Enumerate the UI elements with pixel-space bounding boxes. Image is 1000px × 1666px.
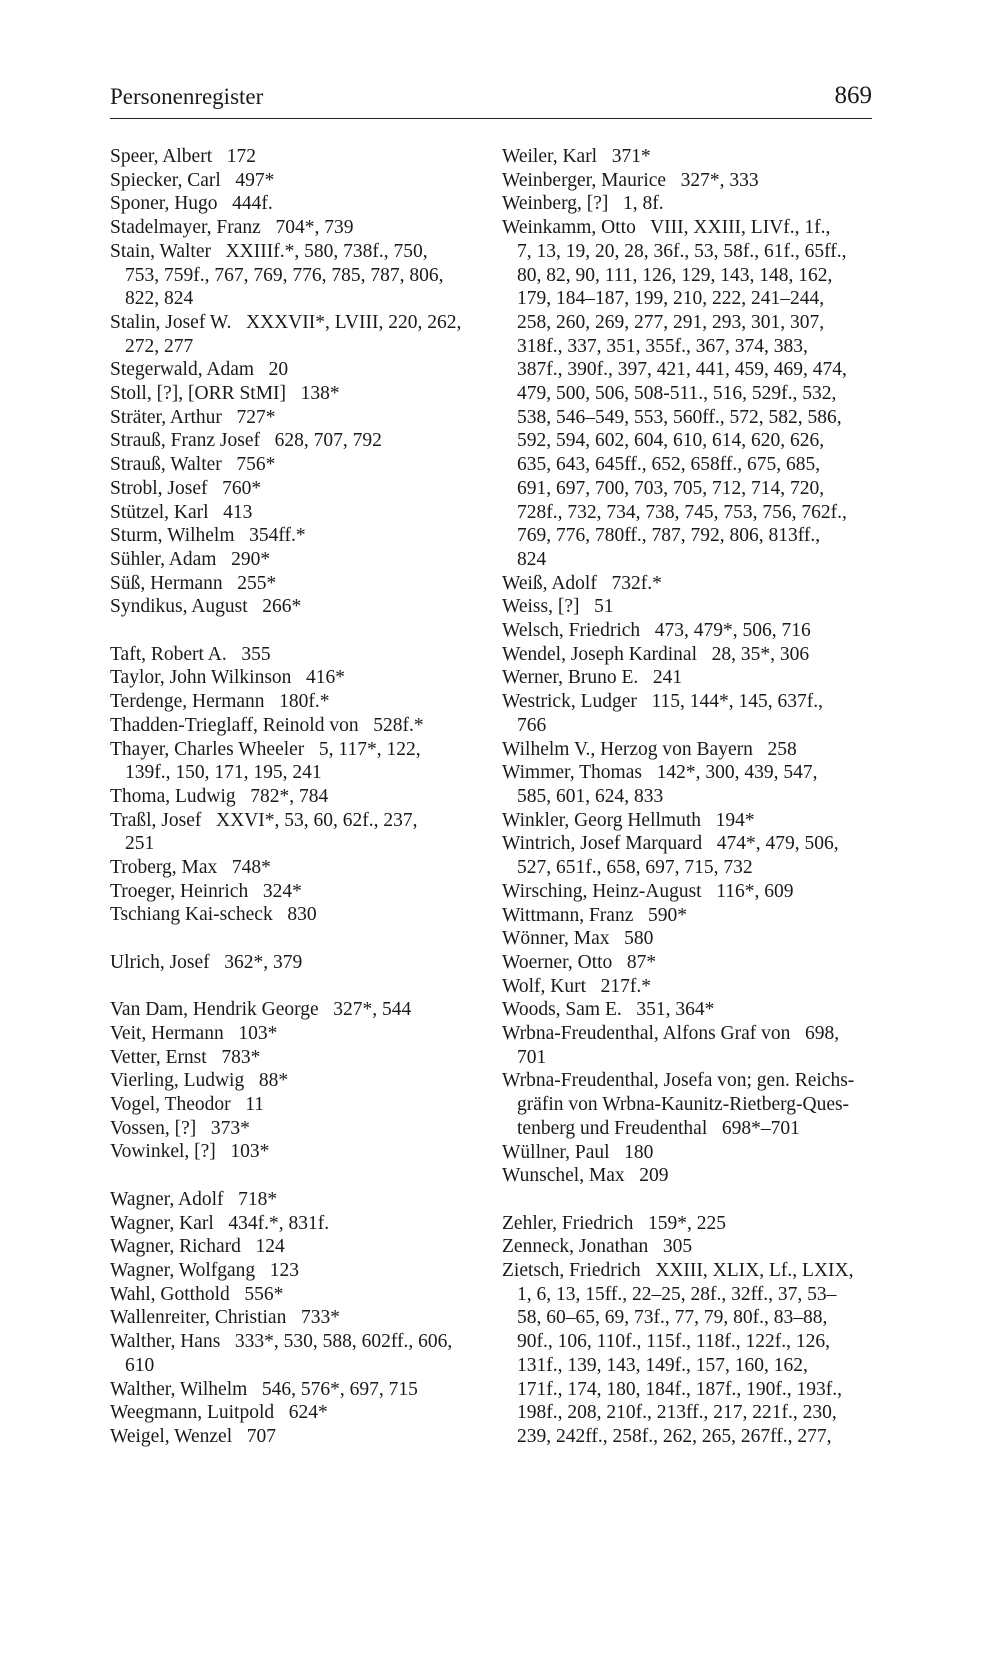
index-entry bbox=[110, 572, 482, 596]
index-entry-continuation: 822, 824 bbox=[125, 288, 194, 310]
index-entry bbox=[110, 903, 482, 927]
index-entry-continuation: 753, 759f., 767, 769, 776, 785, 787, 806, bbox=[125, 264, 444, 286]
index-entry bbox=[110, 406, 482, 430]
index-entry-continuation: 239, 242ff., 258f., 262, 265, 267ff., 277, bbox=[517, 1425, 832, 1447]
index-entry bbox=[502, 145, 874, 169]
running-header bbox=[110, 80, 872, 119]
index-entry-continuation: gräfin von Wrbna-Kaunitz-Rietberg-Ques- bbox=[517, 1094, 850, 1116]
index-entry-line: Stadelmayer, Franz 704*, 739 bbox=[110, 217, 354, 239]
index-entry bbox=[110, 1235, 482, 1259]
index-entry-continuation: 592, 594, 602, 604, 610, 614, 620, 626, bbox=[517, 430, 825, 452]
index-entry-line: Tschiang Kai-scheck 830 bbox=[110, 904, 317, 926]
index-entry bbox=[110, 453, 482, 477]
letter-section-gap bbox=[110, 927, 482, 951]
index-entry-line: Sträter, Arthur 727* bbox=[110, 406, 276, 428]
index-entry bbox=[502, 216, 874, 572]
index-entry-line: Süß, Hermann 255* bbox=[110, 572, 277, 594]
index-entry-line: Walther, Hans 333*, 530, 588, 602ff., 606, bbox=[110, 1331, 453, 1353]
index-entry-continuation: 766 bbox=[517, 714, 547, 736]
index-entry bbox=[502, 1259, 874, 1449]
index-entry-continuation: 7, 13, 19, 20, 28, 36f., 53, 58f., 61f., 65ff., bbox=[517, 240, 847, 262]
index-entry-line: Vetter, Ernst 783* bbox=[110, 1046, 261, 1068]
index-entry-continuation: 179, 184–187, 199, 210, 222, 241–244, bbox=[517, 288, 825, 310]
index-entry-line: Vierling, Ludwig 88* bbox=[110, 1070, 289, 1092]
index-entry-continuation: 585, 601, 624, 833 bbox=[517, 785, 664, 807]
index-entry-line: Stain, Walter XXIIIf.*, 580, 738f., 750, bbox=[110, 240, 428, 262]
index-entry-line: Troeger, Heinrich 324* bbox=[110, 880, 302, 902]
index-entry bbox=[502, 1141, 874, 1165]
index-entry-line: Sühler, Adam 290* bbox=[110, 548, 271, 570]
index-entry-continuation: 610 bbox=[125, 1354, 155, 1376]
index-entry-continuation: 318f., 337, 351, 355f., 367, 374, 383, bbox=[517, 335, 808, 357]
index-entry-continuation: 769, 776, 780ff., 787, 792, 806, 813ff., bbox=[517, 525, 821, 547]
index-entry-continuation: 728f., 732, 734, 738, 745, 753, 756, 762f., bbox=[517, 501, 847, 523]
index-entry bbox=[502, 619, 874, 643]
index-entry bbox=[110, 690, 482, 714]
index-entry bbox=[110, 856, 482, 880]
index-entry-line: Stoll, [?], [ORR StMI] 138* bbox=[110, 383, 340, 405]
index-entry bbox=[110, 1330, 482, 1377]
index-entry-line: Strobl, Josef 760* bbox=[110, 477, 262, 499]
index-entry bbox=[110, 358, 482, 382]
index-entry bbox=[502, 951, 874, 975]
index-entry-line: Werner, Bruno E. 241 bbox=[502, 667, 683, 689]
index-entry bbox=[502, 927, 874, 951]
index-entry-line: Vossen, [?] 373* bbox=[110, 1117, 250, 1139]
index-column-right bbox=[502, 145, 874, 1449]
index-entry bbox=[110, 216, 482, 240]
index-entry bbox=[502, 1164, 874, 1188]
index-entry-line: Syndikus, August 266* bbox=[110, 596, 302, 618]
index-entry-line: Thayer, Charles Wheeler 5, 117*, 122, bbox=[110, 738, 421, 760]
index-column-left bbox=[110, 145, 482, 1449]
index-entry-line: Speer, Albert 172 bbox=[110, 146, 256, 167]
index-entry-line: Wilhelm V., Herzog von Bayern 258 bbox=[502, 738, 797, 760]
index-entry bbox=[502, 904, 874, 928]
index-entry-line: Welsch, Friedrich 473, 479*, 506, 716 bbox=[502, 620, 811, 642]
index-entry bbox=[110, 1259, 482, 1283]
index-entry bbox=[110, 998, 482, 1022]
index-entry-line: Zietsch, Friedrich XXIII, XLIX, Lf., LXIX, bbox=[502, 1260, 854, 1282]
index-entry bbox=[110, 1069, 482, 1093]
index-entry-line: Woerner, Otto 87* bbox=[502, 951, 657, 973]
index-entry-line: Wagner, Richard 124 bbox=[110, 1236, 285, 1258]
letter-section-gap bbox=[502, 1188, 874, 1212]
index-entry bbox=[110, 643, 482, 667]
index-entry bbox=[502, 595, 874, 619]
index-entry-line: Weiss, [?] 51 bbox=[502, 596, 614, 618]
index-entry-line: Wolf, Kurt 217f.* bbox=[502, 975, 651, 997]
index-entry-line: Wirsching, Heinz-August 116*, 609 bbox=[502, 880, 794, 902]
index-entry bbox=[110, 1425, 482, 1449]
index-entry bbox=[502, 1212, 874, 1236]
index-entry-line: Stegerwald, Adam 20 bbox=[110, 359, 289, 381]
index-entry-line: Wrbna-Freudenthal, Josefa von; gen. Reichs- bbox=[502, 1070, 855, 1092]
index-entry-line: Zehler, Friedrich 159*, 225 bbox=[502, 1212, 726, 1234]
index-entry-line: Troberg, Max 748* bbox=[110, 857, 271, 879]
index-entry-line: Winkler, Georg Hellmuth 194* bbox=[502, 809, 755, 831]
index-entry-continuation: 635, 643, 645ff., 652, 658ff., 675, 685, bbox=[517, 454, 821, 476]
index-entry bbox=[502, 169, 874, 193]
index-entry-line: Stützel, Karl 413 bbox=[110, 501, 253, 523]
index-entry bbox=[110, 880, 482, 904]
index-entry-line: Wimmer, Thomas 142*, 300, 439, 547, bbox=[502, 762, 818, 784]
index-entry-line: Wallenreiter, Christian 733* bbox=[110, 1307, 340, 1329]
index-entry bbox=[110, 169, 482, 193]
index-entry bbox=[110, 1140, 482, 1164]
index-entry bbox=[502, 809, 874, 833]
index-entry bbox=[502, 1235, 874, 1259]
index-entry-line: Woods, Sam E. 351, 364* bbox=[502, 999, 715, 1021]
index-entry bbox=[502, 998, 874, 1022]
index-entry-line: Terdenge, Hermann 180f.* bbox=[110, 691, 330, 713]
index-entry-continuation: tenberg und Freudenthal 698*–701 bbox=[517, 1117, 800, 1139]
index-entry-line: Weiler, Karl 371* bbox=[502, 146, 651, 167]
index-entry bbox=[110, 785, 482, 809]
index-entry-line: Wüllner, Paul 180 bbox=[502, 1141, 654, 1163]
index-entry bbox=[110, 548, 482, 572]
index-entry bbox=[110, 951, 482, 975]
index-entry-line: Spiecker, Carl 497* bbox=[110, 169, 275, 191]
index-entry-continuation: 198f., 208, 210f., 213ff., 217, 221f., 230, bbox=[517, 1402, 837, 1424]
index-entry-continuation: 1, 6, 13, 15ff., 22–25, 28f., 32ff., 37, 53– bbox=[517, 1283, 837, 1305]
index-entry-continuation: 131f., 139, 143, 149f., 157, 160, 162, bbox=[517, 1354, 808, 1376]
index-entry bbox=[110, 1378, 482, 1402]
index-entry bbox=[110, 1401, 482, 1425]
index-entry-line: Van Dam, Hendrik George 327*, 544 bbox=[110, 999, 412, 1021]
index-entry-continuation: 258, 260, 269, 277, 291, 293, 301, 307, bbox=[517, 311, 825, 333]
index-entry-continuation: 527, 651f., 658, 697, 715, 732 bbox=[517, 857, 753, 879]
index-entry bbox=[110, 1117, 482, 1141]
index-entry-line: Stalin, Josef W. XXXVII*, LVIII, 220, 262, bbox=[110, 311, 462, 333]
index-entry bbox=[110, 477, 482, 501]
index-entry bbox=[110, 1283, 482, 1307]
index-entry-continuation: 251 bbox=[125, 833, 155, 855]
letter-section-gap bbox=[110, 975, 482, 999]
index-entry-continuation: 80, 82, 90, 111, 126, 129, 143, 148, 162, bbox=[517, 264, 833, 286]
index-entry-continuation: 479, 500, 506, 508-511., 516, 529f., 532, bbox=[517, 383, 837, 405]
index-entry-line: Strauß, Franz Josef 628, 707, 792 bbox=[110, 430, 382, 452]
index-entry-line: Vowinkel, [?] 103* bbox=[110, 1141, 270, 1163]
page-number: 869 bbox=[834, 82, 872, 109]
index-entry bbox=[110, 809, 482, 856]
index-entry-line: Weigel, Wenzel 707 bbox=[110, 1425, 276, 1447]
index-entry bbox=[502, 1069, 874, 1140]
index-entry-continuation: 272, 277 bbox=[125, 335, 194, 357]
index-entry bbox=[110, 1306, 482, 1330]
index-entry-continuation: 58, 60–65, 69, 73f., 77, 79, 80f., 83–88, bbox=[517, 1307, 828, 1329]
index-entry-line: Wagner, Karl 434f.*, 831f. bbox=[110, 1212, 330, 1234]
index-entry bbox=[110, 1046, 482, 1070]
index-entry-line: Thadden-Trieglaff, Reinold von 528f.* bbox=[110, 714, 424, 736]
index-entry bbox=[502, 666, 874, 690]
index-entry bbox=[502, 572, 874, 596]
index-entry bbox=[110, 714, 482, 738]
index-entry-continuation: 139f., 150, 171, 195, 241 bbox=[125, 762, 322, 784]
index-entry bbox=[110, 1212, 482, 1236]
index-entry bbox=[110, 240, 482, 311]
index-entry bbox=[110, 429, 482, 453]
index-entry-line: Sponer, Hugo 444f. bbox=[110, 193, 273, 215]
index-entry bbox=[502, 832, 874, 879]
index-entry bbox=[110, 501, 482, 525]
index-entry-line: Zenneck, Jonathan 305 bbox=[502, 1236, 693, 1258]
index-entry-continuation: 691, 697, 700, 703, 705, 712, 714, 720, bbox=[517, 477, 825, 499]
index-entry-continuation: 90f., 106, 110f., 115f., 118f., 122f., 126, bbox=[517, 1331, 831, 1353]
index-entry-line: Weiß, Adolf 732f.* bbox=[502, 572, 662, 594]
index-entry bbox=[502, 738, 874, 762]
index-entry bbox=[110, 382, 482, 406]
index-entry-continuation: 701 bbox=[517, 1046, 547, 1068]
index-entry bbox=[502, 975, 874, 999]
index-entry-line: Westrick, Ludger 115, 144*, 145, 637f., bbox=[502, 691, 824, 713]
index-entry bbox=[110, 666, 482, 690]
index-entry-line: Wunschel, Max 209 bbox=[502, 1165, 669, 1187]
index-entry-line: Vogel, Theodor 11 bbox=[110, 1094, 265, 1116]
index-entry-continuation: 171f., 174, 180, 184f., 187f., 190f., 193f., bbox=[517, 1378, 842, 1400]
index-entry-line: Taylor, John Wilkinson 416* bbox=[110, 667, 346, 689]
index-entry-continuation: 824 bbox=[517, 548, 547, 570]
index-entry-line: Wahl, Gotthold 556* bbox=[110, 1283, 284, 1305]
index-entry-line: Wintrich, Josef Marquard 474*, 479, 506, bbox=[502, 833, 839, 855]
index-entry-line: Veit, Hermann 103* bbox=[110, 1022, 278, 1044]
index-entry bbox=[502, 690, 874, 737]
index-entry bbox=[110, 1188, 482, 1212]
index-entry-line: Wönner, Max 580 bbox=[502, 928, 654, 950]
index-entry bbox=[110, 1093, 482, 1117]
index-entry-line: Ulrich, Josef 362*, 379 bbox=[110, 951, 303, 973]
index-entry-line: Taft, Robert A. 355 bbox=[110, 643, 271, 665]
letter-section-gap bbox=[110, 619, 482, 643]
index-entry-line: Wagner, Adolf 718* bbox=[110, 1188, 278, 1210]
index-entry-line: Wendel, Joseph Kardinal 28, 35*, 306 bbox=[502, 643, 810, 665]
index-entry bbox=[110, 738, 482, 785]
index-entry bbox=[502, 761, 874, 808]
letter-section-gap bbox=[110, 1164, 482, 1188]
index-entry bbox=[110, 311, 482, 358]
index-entry-line: Weinberger, Maurice 327*, 333 bbox=[502, 169, 759, 191]
index-entry bbox=[110, 1022, 482, 1046]
index-entry-line: Walther, Wilhelm 546, 576*, 697, 715 bbox=[110, 1378, 418, 1400]
index-entry-line: Sturm, Wilhelm 354ff.* bbox=[110, 525, 306, 547]
index-entry-line: Weinberg, [?] 1, 8f. bbox=[502, 193, 664, 215]
index-entry bbox=[110, 595, 482, 619]
index-entry bbox=[502, 643, 874, 667]
index-entry-line: Wagner, Wolfgang 123 bbox=[110, 1259, 300, 1281]
index-entry-line: Wrbna-Freudenthal, Alfons Graf von 698, bbox=[502, 1023, 840, 1045]
section-title: Personenregister bbox=[110, 84, 264, 109]
index-entry-continuation: 387f., 390f., 397, 421, 441, 459, 469, 474, bbox=[517, 359, 847, 381]
index-entry bbox=[502, 192, 874, 216]
index-entry-line: Wittmann, Franz 590* bbox=[502, 904, 687, 926]
index-entry bbox=[110, 192, 482, 216]
index-entry bbox=[502, 1022, 874, 1069]
index-entry-line: Strauß, Walter 756* bbox=[110, 454, 276, 476]
index-entry bbox=[502, 880, 874, 904]
index-entry-line: Weegmann, Luitpold 624* bbox=[110, 1402, 328, 1424]
index-entry-line: Traßl, Josef XXVI*, 53, 60, 62f., 237, bbox=[110, 809, 418, 831]
index-entry-line: Weinkamm, Otto VIII, XXIII, LIVf., 1f., bbox=[502, 217, 831, 239]
index-entry-continuation: 538, 546–549, 553, 560ff., 572, 582, 586, bbox=[517, 406, 842, 428]
index-entry-line: Thoma, Ludwig 782*, 784 bbox=[110, 785, 329, 807]
index-entry bbox=[110, 145, 482, 169]
index-entry bbox=[110, 524, 482, 548]
